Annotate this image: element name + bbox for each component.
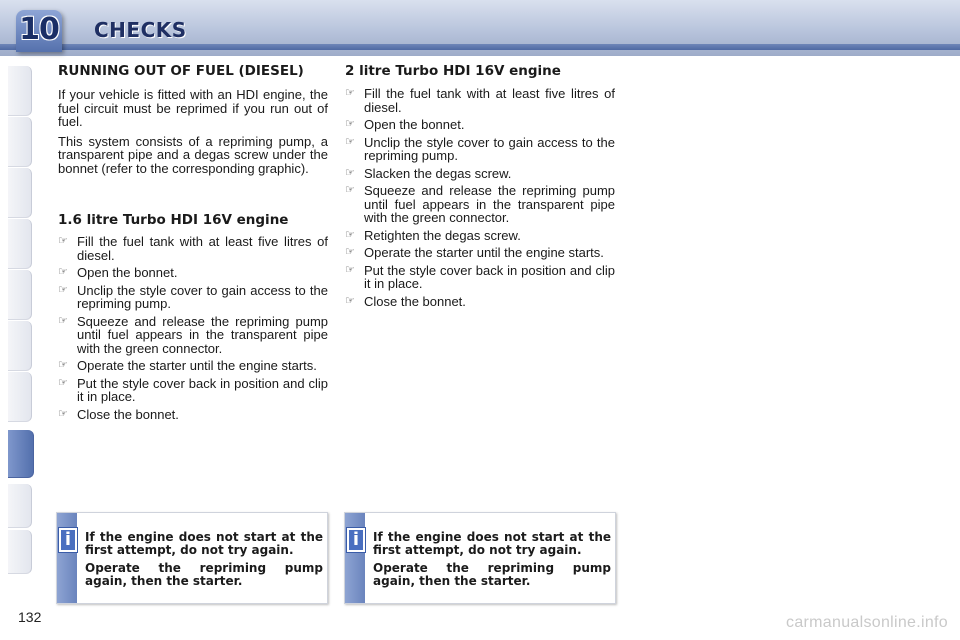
pointing-hand-icon: ☞ [345, 228, 355, 241]
info-bar [345, 513, 365, 603]
info-text [373, 531, 611, 588]
list-item: ☞ Slacken the degas screw. [345, 165, 512, 181]
info-line-2: Operate the repriming pump again, then the starter. [85, 561, 323, 588]
list-item: ☞ Squeeze and release the repriming pump until fuel appears in the transparent pipe with the green connector. [58, 313, 328, 356]
watermark[interactable]: carmanualsonline.info [786, 614, 948, 631]
pointing-hand-icon: ☞ [58, 235, 68, 247]
info-line-1: If the engine does not start at the first attempt, do not try again. [373, 530, 611, 557]
list-item: ☞ Close the bonnet. [58, 406, 179, 422]
list-item: ☞ Fill the fuel tank with at least five litres of diesel. [345, 86, 615, 115]
info-box-left [56, 512, 328, 604]
side-tabs [8, 66, 34, 576]
info-line-2: Operate the repriming pump again, then the starter. [373, 561, 611, 588]
pointing-hand-icon: ☞ [58, 314, 68, 327]
pointing-hand-icon: ☞ [345, 135, 355, 148]
list-item: ☞ Open the bonnet. [345, 117, 465, 132]
side-tab-9[interactable] [8, 484, 32, 528]
info-bar [57, 513, 77, 603]
side-tab-10[interactable] [8, 530, 32, 574]
pointing-hand-icon: ☞ [345, 118, 355, 130]
list-item: ☞ Operate the starter until the engine starts. [345, 245, 604, 260]
info-line-1: If the engine does not start at the first attempt, do not try again. [85, 530, 323, 557]
info-box-right [344, 512, 616, 604]
list-item: ☞ Retighten the degas screw. [345, 227, 521, 243]
left-steps [58, 235, 328, 421]
left-column [58, 64, 328, 425]
list-item: ☞ Close the bonnet. [345, 293, 466, 309]
list-item: ☞ Fill the fuel tank with at least five litres of diesel. [58, 234, 328, 263]
pointing-hand-icon: ☞ [345, 184, 355, 196]
right-steps [345, 87, 615, 308]
side-tab-4[interactable] [8, 219, 32, 269]
page-number: 132 [18, 609, 42, 625]
left-section-title: 1.6 litre Turbo HDI 16V engine [58, 212, 289, 228]
list-item: ☞ Operate the starter until the engine starts. [58, 358, 317, 373]
pointing-hand-icon: ☞ [58, 407, 68, 420]
pointing-hand-icon: ☞ [58, 283, 68, 296]
header-strip [0, 44, 960, 50]
pointing-hand-icon: ☞ [58, 359, 68, 371]
list-item: ☞ Put the style cover back in position and clip it in place. [345, 262, 615, 291]
side-tab-3[interactable] [8, 168, 32, 218]
left-paragraph-2: This system consists of a repriming pump, a transparent pipe and a degas screw under the bonnet (refer to the corresponding graphic). [58, 133, 328, 176]
list-item: ☞ Open the bonnet. [58, 265, 178, 280]
side-tab-5[interactable] [8, 270, 32, 320]
left-paragraph-1: If your vehicle is fitted with an HDI engine, the fuel circuit must be reprimed if you run out of fuel. [58, 87, 328, 129]
side-tab-7[interactable] [8, 372, 32, 422]
pointing-hand-icon: ☞ [345, 263, 355, 276]
side-tab-2[interactable] [8, 117, 32, 167]
list-item: ☞ Unclip the style cover to gain access to the repriming pump. [345, 134, 615, 163]
info-text [85, 531, 323, 588]
side-tab-6[interactable] [8, 321, 32, 371]
right-section-title: 2 litre Turbo HDI 16V engine [345, 63, 561, 79]
pointing-hand-icon: ☞ [345, 87, 355, 99]
left-title: RUNNING OUT OF FUEL (DIESEL) [58, 63, 304, 79]
right-column [345, 64, 615, 312]
list-item: ☞ Unclip the style cover to gain access to the repriming pump. [58, 282, 328, 311]
pointing-hand-icon: ☞ [345, 166, 355, 179]
pointing-hand-icon: ☞ [58, 376, 68, 389]
chapter-title: CHECKS [94, 18, 187, 42]
list-item: ☞ Put the style cover back in position and clip it in place. [58, 375, 328, 404]
info-icon: i [59, 528, 77, 552]
info-icon: i [347, 528, 365, 552]
list-item: ☞ Squeeze and release the repriming pump until fuel appears in the transparent pipe with the green connector. [345, 183, 615, 225]
pointing-hand-icon: ☞ [58, 266, 68, 278]
pointing-hand-icon: ☞ [345, 294, 355, 307]
chapter-number: 10 [19, 12, 59, 47]
side-tab-1[interactable] [8, 66, 32, 116]
side-tab-active[interactable] [8, 430, 34, 478]
pointing-hand-icon: ☞ [345, 246, 355, 258]
